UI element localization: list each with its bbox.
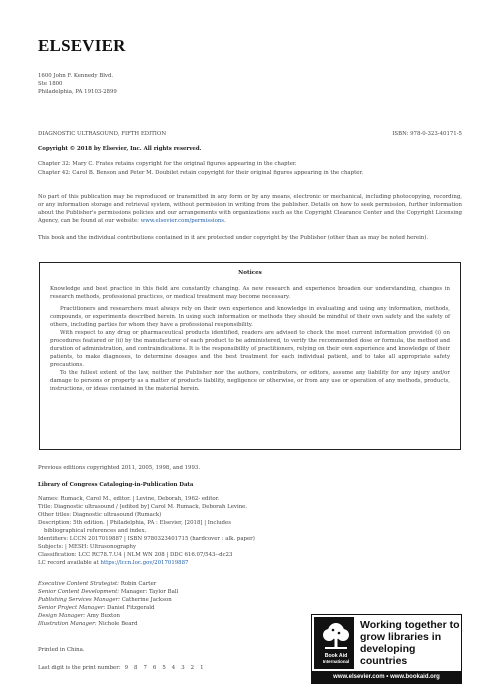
print-number-label: Last digit is the print number: — [38, 665, 121, 671]
previous-editions: Previous editions copyrighted 2011, 2005, 1998, and 1993. — [38, 465, 201, 471]
cip-line: bibliographical references and index. — [44, 528, 147, 534]
credit-role: Senior Project Manager: — [38, 605, 106, 611]
notices-paragraph: With respect to any drug or pharmaceutical products identified, readers are advised to check the most current information provided (i) on procedures featured or (ii) by the manufacturer of each product to be administered, to verify the recommended dose or formula, the method and duration of administration, and contraindications. It is the responsibility of practitioners, relying on their own experience and knowledge of their patients, to make diagnoses, to determine dosages and the best treatment for each individual patient, and to take all appropriate safety precautions. — [50, 330, 450, 368]
cip-line: Other titles: Diagnostic ultrasound (Rumack) — [38, 512, 162, 518]
book-aid-banner — [311, 614, 462, 684]
print-digit: 3 — [181, 665, 185, 671]
notices-paragraph: To the fullest extent of the law, neither the Publisher nor the authors, contributors, or editors, assume any liability for any injury and/or damage to persons or property as a matter of products liability, negligence or otherwise, or from any use or operation of any methods, products, instructions, or ideas contained in the material herein. — [50, 370, 450, 392]
cip-line: Names: Rumack, Carol M., editor. | Levine, Deborah, 1962- editor. — [38, 496, 220, 502]
credit-role: Illustration Manager: — [38, 621, 97, 627]
credit-role: Publishing Services Manager: — [38, 597, 120, 603]
permissions-paragraph — [38, 193, 462, 225]
address-line: Philadelphia, PA 19103-2899 — [38, 89, 117, 95]
cip-line: Subjects: | MESH: Ultrasonography — [38, 544, 137, 550]
cip-block — [38, 481, 462, 567]
tree-icon — [319, 621, 353, 651]
title-isbn-row — [38, 130, 462, 138]
print-digit: 2 — [190, 665, 195, 671]
lccn-link[interactable]: https://lccn.loc.gov/2017019887 — [100, 560, 189, 566]
permissions-text: No part of this publication may be reproduced or transmitted in any form or by any means, electronic or mechanical, including photocopying, recording, or any information storage and retrieval system, without permission in writing from the publisher. Details on how to seek permission, further information about the Publisher's permissions policies and our arrangements with organizations such as the Copyright Clearance Center and the Copyright Licensing Agency, can be found at our website: — [38, 194, 462, 224]
credit-line — [38, 604, 462, 612]
cip-heading: Library of Congress Cataloging-in-Publication Data — [38, 482, 194, 488]
print-digit: 4 — [171, 665, 176, 671]
notices-title: Notices — [238, 270, 262, 276]
notices-paragraph: Knowledge and best practice in this field are constantly changing. As new research and experience broaden our understanding, changes in research methods, professional practices, or medical treatment may become necessary. — [50, 286, 450, 300]
print-digit: 1 — [200, 665, 204, 671]
print-number-line — [38, 664, 210, 672]
isbn: ISBN: 978-0-323-40171-5 — [392, 131, 462, 137]
book-aid-international: International — [322, 659, 350, 664]
address-line: Ste 1800 — [38, 81, 63, 87]
cip-line: Title: Diagnostic ultrasound / [edited by] Carol M. Rumack, Deborah Levine. — [38, 504, 248, 510]
credit-line — [38, 588, 462, 596]
address-line: 1600 John F. Kennedy Blvd. — [38, 73, 114, 79]
print-digit: 7 — [143, 665, 147, 671]
credit-line — [38, 580, 462, 588]
credit-name: Amy Buxton — [86, 613, 120, 619]
book-title-edition: DIAGNOSTIC ULTRASOUND, FIFTH EDITION — [38, 131, 167, 137]
credit-name: Catherine Jackson — [121, 597, 172, 603]
chapter-32-note: Chapter 32: Mary C. Frates retains copyright for the original figures appearing in the chapter. — [38, 161, 297, 167]
book-aid-name: Book Aid — [324, 653, 348, 659]
notices-paragraph: Practitioners and researchers must always rely on their own experience and knowledge in evaluating and using any information, methods, compounds, or experiments described herein. In using such information or methods they should be mindful of their own safety and the safety of others, including parties for whom they have a professional responsibility. — [50, 306, 450, 328]
book-aid-footer[interactable]: www.elsevier.com • www.bookaid.org — [312, 671, 461, 683]
print-digit: 5 — [162, 665, 166, 671]
book-aid-logo — [314, 617, 354, 669]
cip-lc-record — [38, 559, 462, 567]
credit-name: Nichole Beard — [98, 621, 138, 627]
credit-name: Daniel Fitzgerald — [107, 605, 155, 611]
printed-in: Printed in China. — [38, 647, 85, 653]
print-digit: 6 — [152, 665, 157, 671]
lc-record-prefix: LC record available at — [38, 560, 101, 566]
copyright-line: Copyright © 2018 by Elsevier, Inc. All rights reserved. — [38, 146, 202, 152]
book-aid-headline: Working together to grow libraries in developing countries — [360, 619, 460, 667]
print-digit: 9 — [124, 665, 129, 671]
credit-role: Executive Content Strategist: — [38, 581, 119, 587]
publisher-address — [38, 72, 117, 96]
credit-role: Design Manager: — [38, 613, 86, 619]
credit-role: Senior Content Development: — [38, 589, 120, 595]
credit-line — [38, 596, 462, 604]
cip-line: Description: 5th edition. | Philadelphia, PA : Elsevier, [2018] | Includes — [38, 520, 231, 526]
credit-name: Robin Carter — [120, 581, 157, 587]
cip-line: Identifiers: LCCN 2017019887 | ISBN 9780323401715 (hardcover : alk. paper) — [38, 536, 255, 542]
chapter-42-note: Chapter 42: Carol B. Benson and Peter M. Doubilet retain copyright for their original figures appearing in the chapter. — [38, 170, 364, 176]
notices-box — [39, 262, 461, 450]
permissions-link[interactable]: www.elsevier.com/permissions — [140, 218, 225, 224]
protected-notice: This book and the individual contributions contained in it are protected under copyright by the Publisher (other than as may be noted herein). — [38, 235, 429, 241]
permissions-end: . — [224, 218, 226, 224]
print-digit: 8 — [134, 665, 138, 671]
cip-line: Classification: LCC RC78.7.U4 | NLM WN 208 | DDC 616.07/543--dc23 — [38, 552, 233, 558]
credit-name: Manager: Taylor Ball — [120, 589, 179, 595]
book-aid-logo-text — [317, 653, 355, 665]
elsevier-logo: ELSEVIER — [38, 36, 126, 55]
